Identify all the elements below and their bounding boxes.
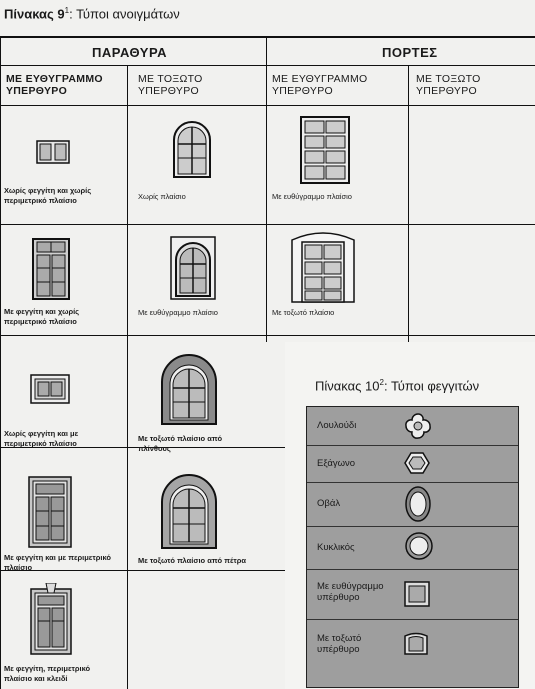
window-transom-no-frame-icon (32, 238, 70, 300)
skylight-row-straight-lintel: Με ευθύγραμμο υπέρθυρο (307, 569, 518, 620)
window-no-transom-with-frame-icon (30, 374, 70, 404)
subheader-doors-arched: ΜΕ ΤΟΞΩΤΟ ΥΠΕΡΘΥΡΟ (416, 73, 481, 97)
window-no-transom-no-frame-icon (36, 140, 70, 164)
caption-window-transom-frame-keystone: Με φεγγίτη, περιμετρικό πλαίσιο και κλειδί (4, 664, 91, 683)
flower-skylight-icon (404, 412, 432, 440)
square-skylight-icon (404, 581, 430, 607)
skylight-row-flower: Λουλούδι (307, 407, 518, 446)
skylight-row-hexagon: Εξάγωνο (307, 445, 518, 483)
windows-header: ΠΑΡΑΘΥΡΑ (92, 45, 168, 60)
caption-window-transom-no-frame: Με φεγγίτη και χωρίς περιμετρικό πλαίσιο (4, 307, 80, 326)
caption-arched-window-no-frame: Χωρίς πλαίσιο (138, 192, 186, 201)
caption-arched-window-brick-frame: Με τοξωτό πλαίσιο από πλίνθους (138, 434, 223, 453)
caption-door-arched-frame: Με τοξωτό πλαίσιο (272, 308, 335, 317)
window-transom-with-frame-icon (28, 476, 72, 548)
skylight-types-panel (285, 342, 535, 689)
hexagon-skylight-icon (404, 451, 430, 475)
skylight-table (306, 406, 519, 688)
door-straight-frame-icon (300, 116, 350, 184)
arched-window-brick-frame-icon (160, 354, 218, 426)
caption-arched-window-straight-frame: Με ευθύγραμμο πλαίσιο (138, 308, 218, 317)
arched-window-stone-frame-icon (160, 474, 218, 550)
subheader-windows-arched: ΜΕ ΤΟΞΩΤΟ ΥΠΕΡΘΥΡΟ (138, 73, 203, 97)
caption-window-no-transom-with-frame: Χωρίς φεγγίτη και με περιμετρικό πλαίσιο (4, 429, 79, 448)
skylight-row-arched-lintel: Με τοξωτό υπέρθυρο (307, 619, 518, 687)
skylight-row-oval: Οβάλ (307, 482, 518, 527)
arched-window-no-frame-icon (172, 120, 212, 178)
subheader-windows-straight: ΜΕ ΕΥΘΥΓΡΑΜΜΟ ΥΠΕΡΘΥΡΟ (6, 73, 103, 97)
skylight-table-title: Πίνακας $10^2$: Τύποι φεγγιτών (315, 378, 480, 394)
subheader-doors-straight: ΜΕ ΕΥΘΥΓΡΑΜΜΟ ΥΠΕΡΘΥΡΟ (272, 73, 368, 97)
caption-window-no-transom-no-frame: Χωρίς φεγγίτη και χωρίς περιμετρικό πλαίσιο (4, 186, 92, 205)
oval-skylight-icon (404, 485, 432, 523)
caption-arched-window-stone-frame: Με τοξωτό πλαίσιο από πέτρα (138, 556, 246, 565)
page-title: Πίνακας $9^1$: Τύποι ανοιγμάτων (4, 6, 180, 22)
doors-header: ΠΟΡΤΕΣ (382, 45, 438, 60)
caption-door-straight-frame: Με ευθύγραμμο πλαίσιο (272, 192, 352, 201)
caption-window-transom-with-frame: Με φεγγίτη και με περιμετρικό πλαίσιο (4, 553, 111, 572)
arched-window-straight-frame-icon (170, 236, 216, 300)
circle-skylight-icon (404, 531, 434, 561)
skylight-row-circle: Κυκλικός (307, 526, 518, 570)
door-arched-frame-icon (290, 228, 356, 304)
window-transom-frame-keystone-icon (30, 583, 72, 655)
arched-skylight-icon (404, 631, 428, 655)
